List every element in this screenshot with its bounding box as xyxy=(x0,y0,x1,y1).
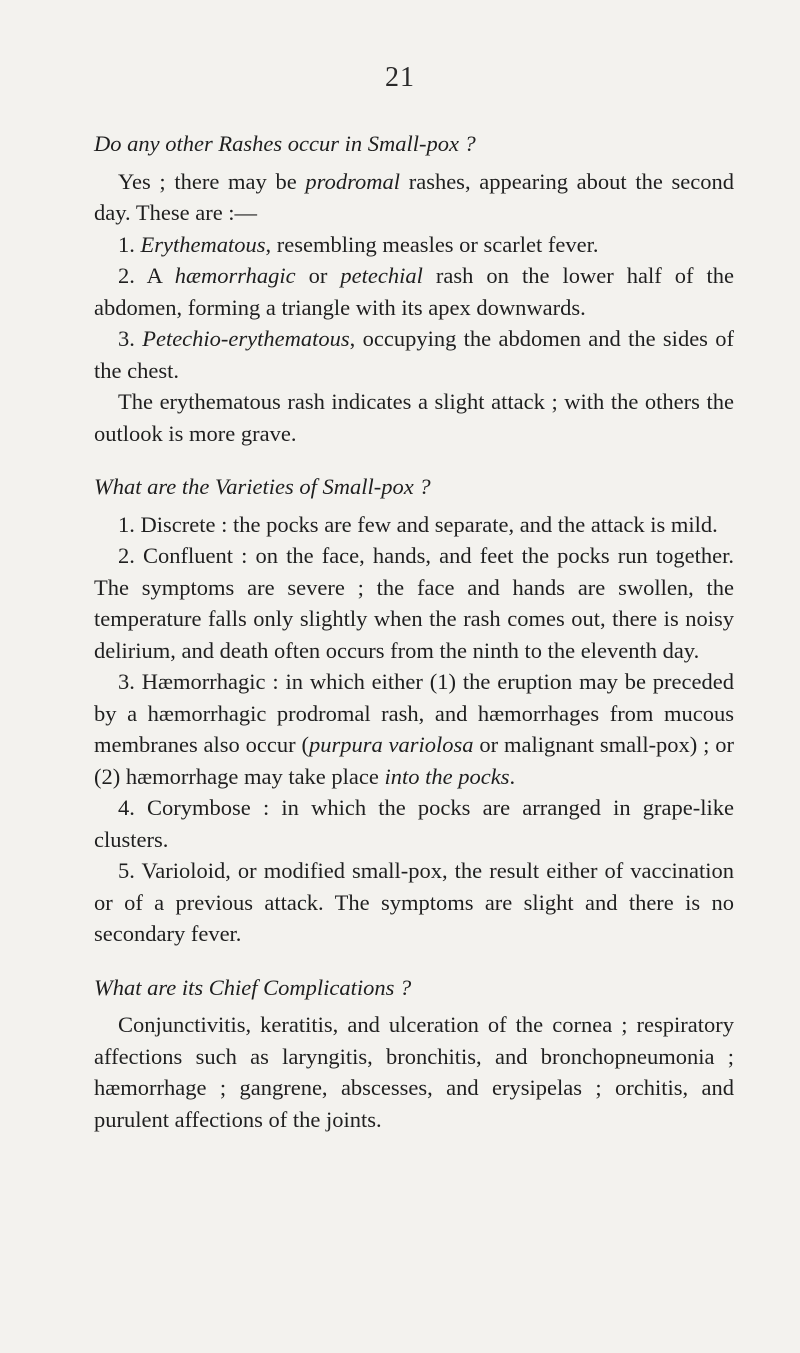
list-item xyxy=(94,855,734,950)
text-run: rashes, appearing about the second day. These are :— xyxy=(94,168,735,225)
section-other-rashes xyxy=(94,128,734,449)
list-item xyxy=(94,792,734,855)
list-item xyxy=(94,666,734,792)
italic-text: prodromal xyxy=(305,168,401,194)
italic-text: Petechio-erythematous xyxy=(142,326,350,351)
text-run: 2. A xyxy=(118,263,175,288)
list-item xyxy=(94,260,734,323)
text-run: or xyxy=(295,263,341,288)
italic-text: Erythematous xyxy=(140,231,266,257)
page-number: 21 xyxy=(385,62,415,93)
text-run: rash on the lower half of the abdomen, forming a triangle with its apex downwards. xyxy=(94,263,734,320)
page-body xyxy=(94,128,734,1135)
text-run: . xyxy=(509,763,516,789)
list-item xyxy=(94,323,734,386)
italic-text: petechial xyxy=(340,263,423,288)
italic-text: into the pocks xyxy=(384,763,510,789)
text-run: 5. Varioloid, or modified small-pox, the result either of vaccination or of a previous attack. The symptoms are slight and there is no secondary fever. xyxy=(94,858,734,946)
italic-text: hæmorrhagic xyxy=(174,263,296,288)
text-run: 1. Discrete : the pocks are few and separate, and the attack is mild. xyxy=(118,511,718,537)
text-run: Conjunctivitis, keratitis, and ulceration of the cornea ; respiratory affections such as laryngitis, bronchitis, and bronchopneumonia ; hæmorrhage ; gangrene, abscesses, and erysipelas ; orchitis, and purulent affections of the joints. xyxy=(94,1012,734,1132)
section-question: What are its Chief Complications ? xyxy=(94,974,412,1000)
text-run: 3. Hæmorrhagic : in which either (1) the eruption may be preceded by a hæmorrhagic prodromal rash, and hæmorrhages from mucous membranes also occur ( xyxy=(94,669,734,757)
paragraph xyxy=(94,386,734,449)
section-varieties xyxy=(94,471,734,950)
text-run: 3. xyxy=(118,326,143,351)
section-question: What are the Varieties of Small-pox ? xyxy=(94,474,431,499)
paragraph xyxy=(94,166,734,229)
list-item xyxy=(94,509,734,541)
list-item xyxy=(94,229,734,261)
paragraph xyxy=(94,1009,734,1135)
text-run: or malignant small-pox) ; or (2) hæmorrhage may take place xyxy=(94,732,734,789)
italic-text: purpura variolosa xyxy=(308,732,474,757)
text-run: 1. xyxy=(118,231,141,257)
list-item xyxy=(94,540,734,666)
text-run: Yes ; there may be xyxy=(118,168,306,194)
text-run: , occupying the abdomen and the sides of the chest. xyxy=(94,326,735,383)
text-run: The erythematous rash indicates a slight attack ; with the others the outlook is more grave. xyxy=(94,389,734,446)
text-run: 2. Confluent : on the face, hands, and feet the pocks run together. The symptoms are severe ; the face and hands are swollen, the temperature falls only slightly when the rash comes out, there is noisy delirium, and death often occurs from the ninth to the eleventh day. xyxy=(94,543,734,663)
text-run: , resembling measles or scarlet fever. xyxy=(265,231,599,257)
section-question: Do any other Rashes occur in Small-pox ? xyxy=(94,131,476,156)
text-run: 4. Corymbose : in which the pocks are arranged in grape-like clusters. xyxy=(94,795,734,852)
section-complications xyxy=(94,972,734,1136)
